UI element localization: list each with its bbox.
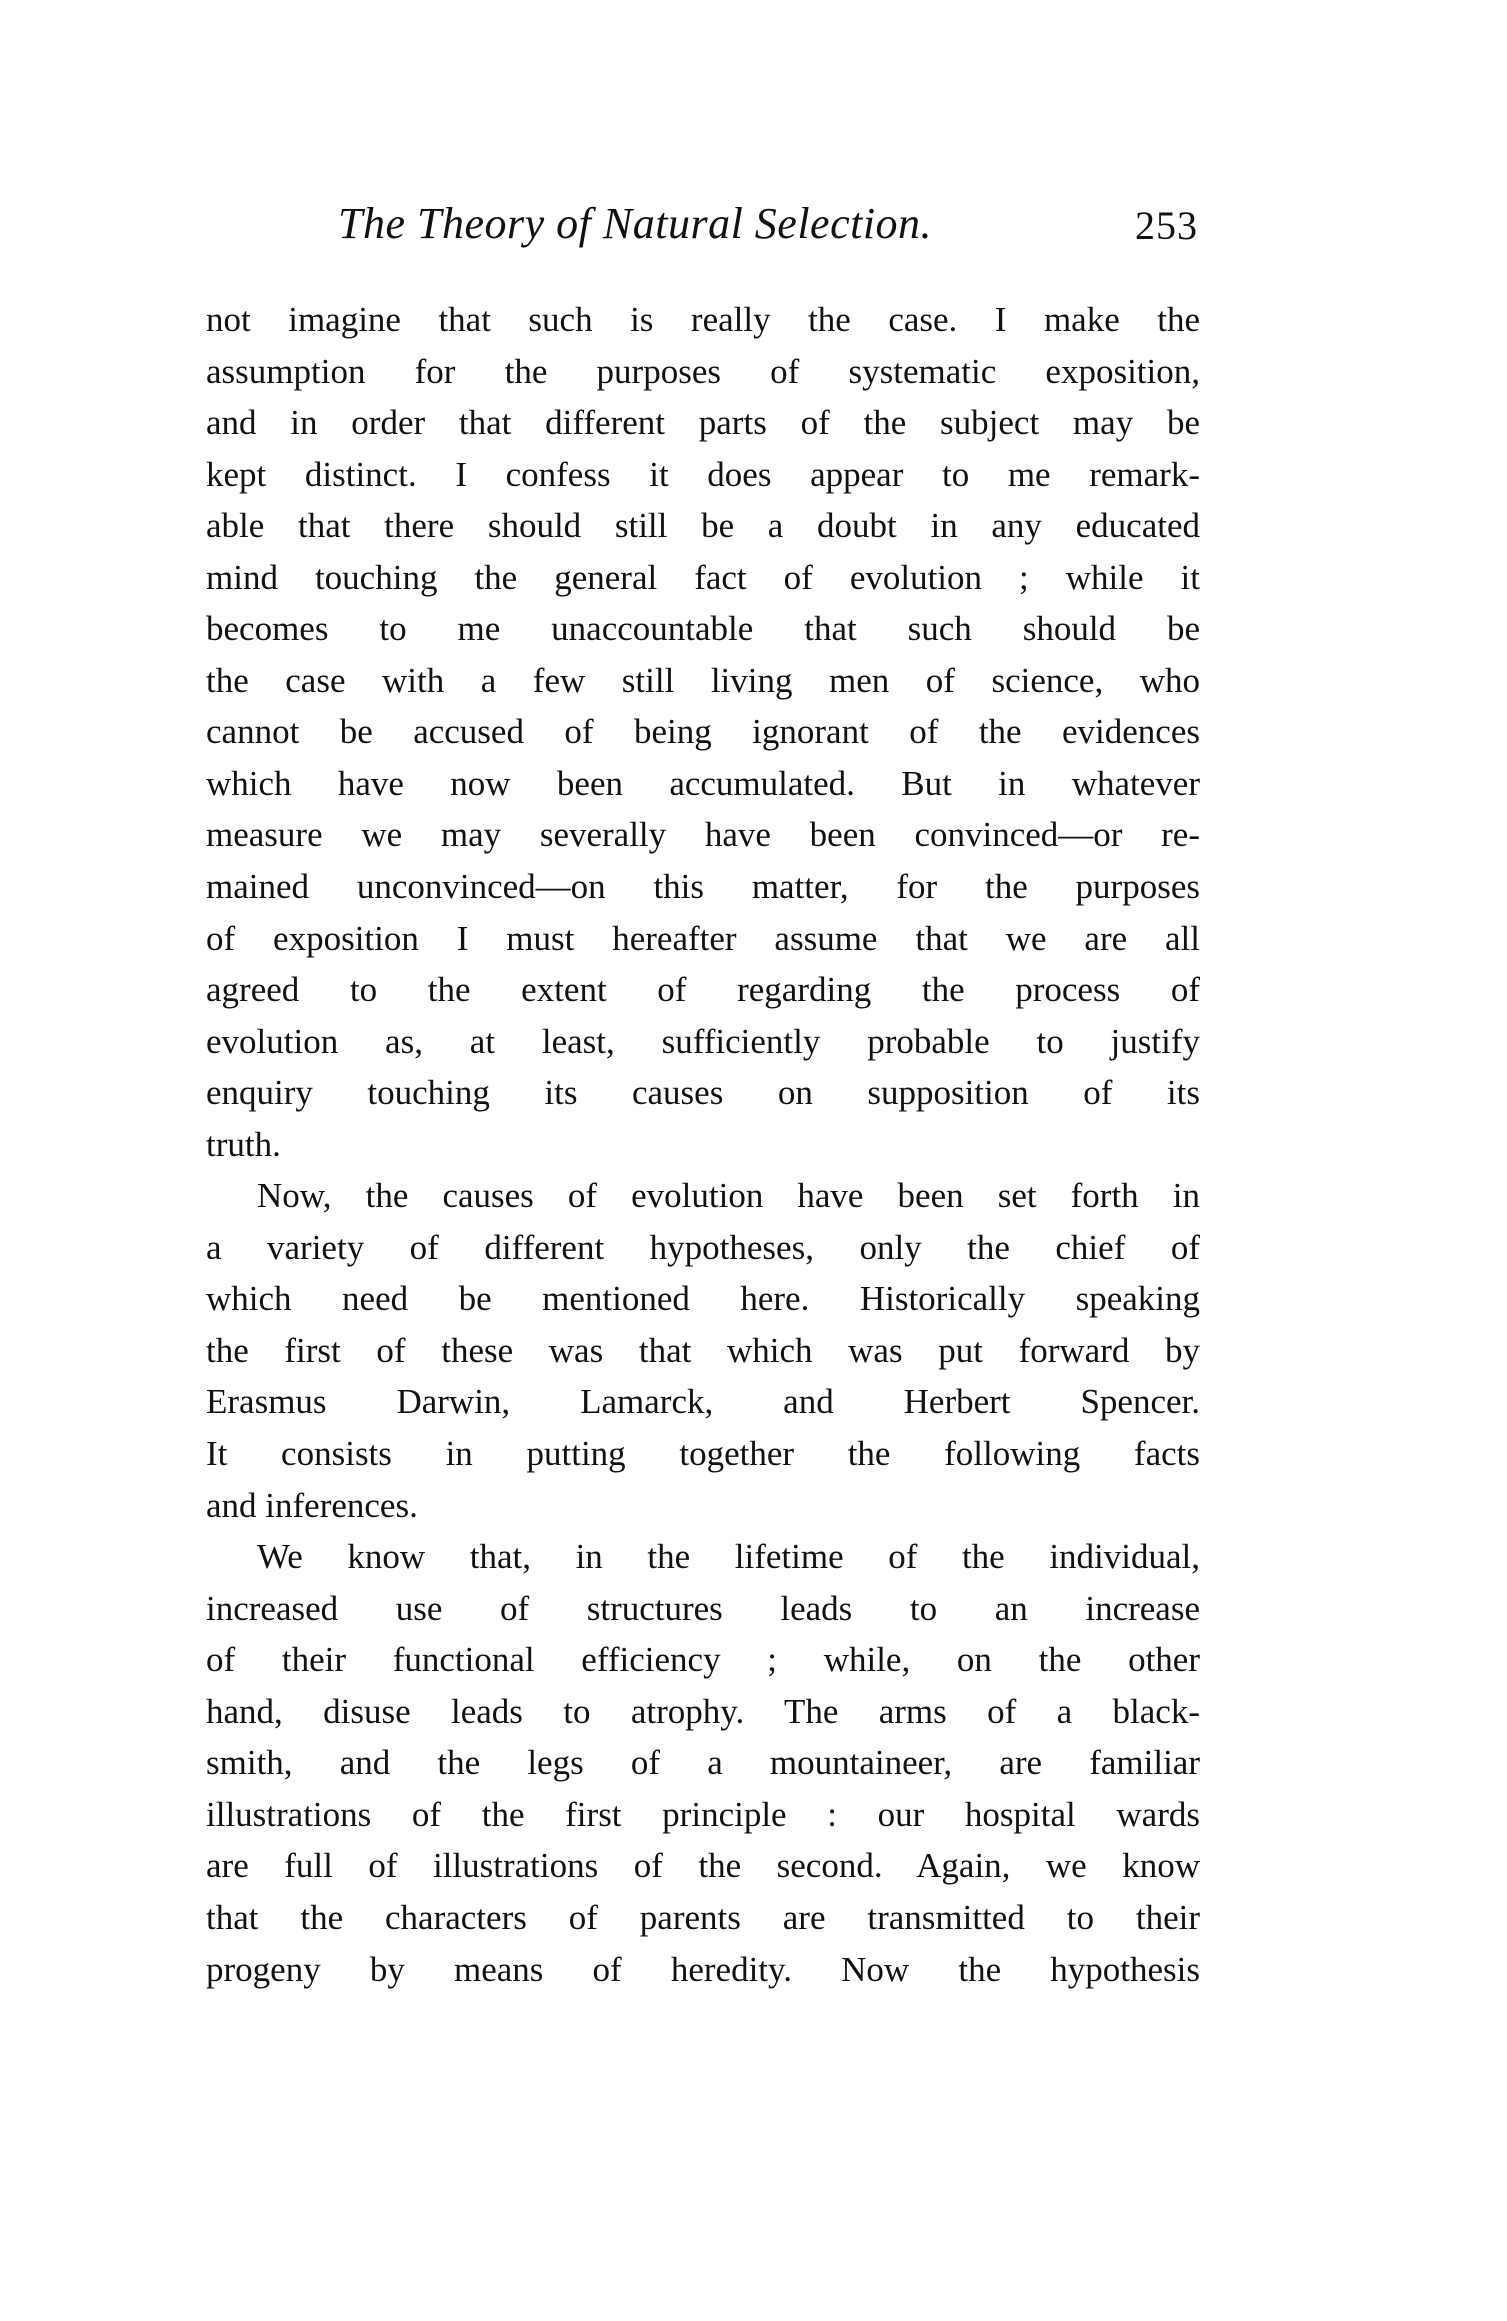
text-line: increased use of structures leads to an increase: [206, 1588, 1200, 1628]
text-line: It consists in putting together the following facts: [206, 1434, 1200, 1474]
page-number: 253: [1135, 203, 1198, 248]
body-text: [206, 294, 1200, 1995]
text-line: the case with a few still living men of science, who: [206, 660, 1200, 700]
text-line: are full of illustrations of the second. Again, we know: [206, 1846, 1200, 1886]
text-line: the first of these was that which was put forward by: [206, 1330, 1200, 1370]
text-line: illustrations of the first principle : our hospital wards: [206, 1794, 1200, 1834]
text-line: and in order that different parts of the subject may be: [206, 403, 1200, 443]
running-head: [338, 196, 1200, 252]
text-line: kept distinct. I confess it does appear to me remark-: [206, 454, 1200, 494]
text-line: enquiry touching its causes on supposition of its: [206, 1073, 1200, 1113]
text-line: mind touching the general fact of evolution ; while it: [206, 557, 1200, 597]
text-line: of their functional efficiency ; while, on the other: [206, 1640, 1200, 1680]
text-line: mained unconvinced—on this matter, for the purposes: [206, 867, 1200, 907]
text-line: able that there should still be a doubt in any educated: [206, 506, 1200, 546]
text-line: measure we may severally have been convinced—or re-: [206, 815, 1200, 855]
text-line-paragraph-end: and inferences.: [206, 1485, 418, 1525]
text-line: which need be mentioned here. Historically speaking: [206, 1279, 1200, 1319]
text-line: agreed to the extent of regarding the process of: [206, 970, 1200, 1010]
text-line-paragraph-end: truth.: [206, 1124, 281, 1164]
text-line: a variety of different hypotheses, only the chief of: [206, 1227, 1200, 1267]
text-line: becomes to me unaccountable that such should be: [206, 609, 1200, 649]
text-line: Erasmus Darwin, Lamarck, and Herbert Spencer.: [206, 1382, 1200, 1422]
text-line-paragraph-start: We know that, in the lifetime of the individual,: [257, 1537, 1200, 1577]
text-line: that the characters of parents are transmitted to their: [206, 1897, 1200, 1937]
text-line: hand, disuse leads to atrophy. The arms of a black-: [206, 1691, 1200, 1731]
text-line: assumption for the purposes of systematic exposition,: [206, 351, 1200, 391]
text-line: of exposition I must hereafter assume that we are all: [206, 918, 1200, 958]
text-line-paragraph-start: Now, the causes of evolution have been set forth in: [257, 1176, 1200, 1216]
text-line: which have now been accumulated. But in whatever: [206, 763, 1200, 803]
text-line: smith, and the legs of a mountaineer, are familiar: [206, 1743, 1200, 1783]
text-line: not imagine that such is really the case. I make the: [206, 300, 1200, 339]
text-line: cannot be accused of being ignorant of the evidences: [206, 712, 1200, 752]
text-line: progeny by means of heredity. Now the hypothesis: [206, 1949, 1200, 1989]
text-line: evolution as, at least, sufficiently probable to justify: [206, 1021, 1200, 1061]
running-title: The Theory of Natural Selection.: [338, 199, 933, 248]
